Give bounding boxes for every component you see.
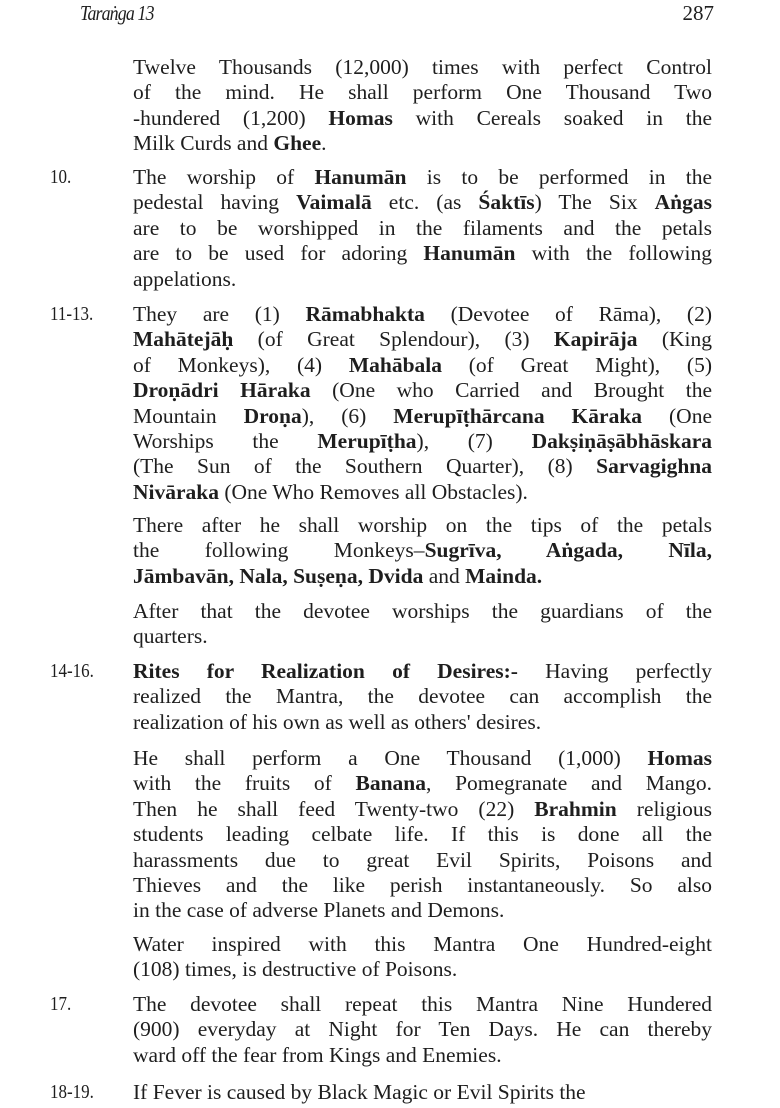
text-run: Twelve Thousands (12,000) times with perfect Control bbox=[133, 55, 712, 79]
text-line bbox=[133, 378, 712, 403]
text-line bbox=[133, 353, 712, 378]
text-run: , Pomegranate and Mango. bbox=[426, 771, 712, 796]
bold-term: Śaktīs bbox=[478, 190, 535, 215]
text-run: of the mind. He shall perform One Thousand Two bbox=[133, 80, 712, 105]
bold-term: Merupīṭha bbox=[317, 428, 417, 453]
text-line bbox=[133, 848, 712, 873]
text-run: (One bbox=[642, 403, 713, 428]
bold-term: Droṇādri Hāraka bbox=[133, 378, 311, 403]
text-line bbox=[133, 404, 712, 429]
text-line bbox=[133, 710, 712, 735]
text-line bbox=[133, 55, 712, 80]
bold-term: Homas bbox=[328, 105, 393, 130]
text-line bbox=[133, 80, 712, 105]
text-line bbox=[133, 302, 712, 327]
text-run: (of Great Might), (5) bbox=[442, 352, 713, 377]
verse-number: 10. bbox=[50, 166, 72, 188]
text-run: are to be worshipped in the filaments and the petals bbox=[133, 215, 712, 240]
text-run: Mountain bbox=[133, 403, 244, 428]
paragraph bbox=[50, 992, 712, 1068]
text-run: pedestal having bbox=[133, 190, 297, 215]
text-run: (108) times, is destructive of Poisons. bbox=[133, 957, 458, 982]
bold-term: Ghee bbox=[273, 131, 322, 156]
bold-term: Merupīṭhārcana Kāraka bbox=[393, 403, 643, 428]
text-line bbox=[133, 564, 712, 589]
text-run: realized the Mantra, the devotee can accomplish the bbox=[133, 684, 712, 709]
bold-term: Banana bbox=[355, 771, 427, 796]
text-line bbox=[133, 538, 712, 563]
text-run: ), (7) bbox=[416, 428, 532, 453]
text-line bbox=[133, 932, 712, 957]
page-number: 287 bbox=[682, 1, 714, 25]
text-line bbox=[133, 599, 712, 624]
text-line bbox=[133, 1080, 712, 1105]
text-line bbox=[133, 746, 712, 771]
text-run: quarters. bbox=[133, 624, 208, 649]
paragraph bbox=[133, 746, 712, 924]
text-run: The worship of bbox=[133, 165, 315, 189]
bold-term: Hanumān bbox=[423, 241, 516, 266]
text-line bbox=[133, 797, 712, 822]
text-run: ) The Six bbox=[534, 190, 655, 215]
bold-term: Droṇa bbox=[243, 403, 302, 428]
text-line bbox=[133, 684, 712, 709]
verse-number: 14-16. bbox=[50, 660, 94, 682]
text-line bbox=[133, 165, 712, 190]
text-run: The devotee shall repeat this Mantra Nine Hundered bbox=[133, 992, 712, 1016]
text-run: Milk Curds and bbox=[133, 131, 274, 156]
bold-term: Aṅgas bbox=[654, 190, 712, 215]
text-run: (of Great Splendour), (3) bbox=[233, 327, 554, 352]
text-line bbox=[133, 480, 712, 505]
text-line bbox=[133, 216, 712, 241]
paragraph bbox=[133, 513, 712, 589]
verse-number: 17. bbox=[50, 993, 72, 1015]
text-run: students leading celbate life. If this is done all the bbox=[133, 822, 712, 847]
text-run: They are (1) bbox=[133, 302, 306, 326]
text-run: etc. (as bbox=[371, 190, 479, 215]
text-line bbox=[133, 327, 712, 352]
bold-term: Brahmin bbox=[534, 796, 617, 821]
text-line bbox=[133, 1017, 712, 1042]
bold-term: Dakṣiṇāṣābhāskara bbox=[531, 428, 712, 453]
bold-term: Nivāraka bbox=[133, 479, 219, 504]
bold-term: Rāmabhakta bbox=[305, 302, 425, 326]
bold-term: Homas bbox=[647, 746, 712, 770]
text-line bbox=[133, 659, 712, 684]
bold-term: Rites for Realization of Desires:- bbox=[133, 659, 518, 683]
bold-term: Mainda. bbox=[465, 563, 543, 588]
text-run: harassments due to great Evil Spirits, Poisons and bbox=[133, 847, 712, 872]
text-line bbox=[133, 957, 712, 982]
text-run: and bbox=[423, 563, 466, 588]
text-run: After that the devotee worships the guardians of the bbox=[133, 599, 712, 623]
bold-term: Hanumān bbox=[314, 165, 407, 189]
text-run: (The Sun of the Southern Quarter), (8) bbox=[133, 454, 597, 479]
paragraph bbox=[50, 165, 712, 292]
text-run: are to be used for adoring bbox=[133, 241, 424, 266]
text-run: (900) everyday at Night for Ten Days. He can thereby bbox=[133, 1017, 712, 1042]
text-run: appelations. bbox=[133, 266, 237, 291]
text-run: with the following bbox=[515, 241, 712, 266]
paragraph bbox=[133, 932, 712, 983]
paragraph bbox=[50, 302, 713, 505]
text-run: with the fruits of bbox=[133, 771, 356, 796]
verse-number: 11-13. bbox=[50, 303, 94, 325]
paragraph bbox=[50, 659, 712, 735]
text-run: (One Who Removes all Obstacles). bbox=[219, 479, 528, 504]
text-line bbox=[133, 454, 712, 479]
verse-number: 18-19. bbox=[50, 1081, 94, 1103]
text-run: Then he shall feed Twenty-two (22) bbox=[133, 796, 535, 821]
text-line bbox=[133, 898, 712, 923]
text-line bbox=[133, 131, 712, 156]
text-run: Having perfectly bbox=[517, 659, 712, 683]
text-run: of Monkeys), (4) bbox=[133, 352, 349, 377]
text-run: ward off the fear from Kings and Enemies. bbox=[133, 1042, 502, 1067]
bold-term: Kapirāja bbox=[553, 327, 638, 352]
paragraph bbox=[133, 599, 712, 650]
text-run: Thieves and the like perish instantaneously. So also bbox=[133, 872, 712, 897]
text-run: religious bbox=[616, 796, 712, 821]
bold-term: Sarvagighna bbox=[596, 454, 712, 479]
text-run: . bbox=[321, 131, 327, 156]
text-line bbox=[133, 241, 712, 266]
text-run: -hundered (1,200) bbox=[133, 105, 329, 130]
text-run: is to be performed in the bbox=[406, 165, 712, 189]
bold-term: Vaimalā bbox=[296, 190, 372, 215]
text-line bbox=[133, 267, 712, 292]
text-run: Water inspired with this Mantra One Hundred-eight bbox=[133, 932, 712, 956]
bold-term: Jāmbavān, Nala, Suṣeṇa, Dvida bbox=[133, 563, 424, 588]
text-line bbox=[133, 992, 712, 1017]
bold-term: Sugrīva, Aṅgada, Nīla, bbox=[424, 538, 712, 563]
text-run: Worships the bbox=[133, 428, 318, 453]
text-run: He shall perform a One Thousand (1,000) bbox=[133, 746, 648, 770]
bold-term: Mahābala bbox=[348, 352, 442, 377]
text-run: realization of his own as well as others' desires. bbox=[133, 709, 542, 734]
paragraph bbox=[50, 1080, 712, 1105]
text-run: (King bbox=[637, 327, 712, 352]
text-run: (Devotee of Rāma), (2) bbox=[424, 302, 712, 326]
text-line bbox=[133, 190, 712, 215]
text-line bbox=[133, 771, 712, 796]
text-run: (One who Carried and Brought the bbox=[310, 378, 712, 403]
text-line bbox=[133, 106, 712, 131]
text-run: If Fever is caused by Black Magic or Evil Spirits the bbox=[133, 1080, 586, 1104]
text-run: with Cereals soaked in the bbox=[392, 105, 712, 130]
running-head: Taraṅga 13 bbox=[80, 1, 154, 25]
text-line bbox=[133, 429, 712, 454]
text-run: in the case of adverse Planets and Demons. bbox=[133, 898, 505, 923]
text-line bbox=[133, 624, 712, 649]
text-line bbox=[133, 1043, 712, 1068]
text-run: ), (6) bbox=[301, 403, 394, 428]
text-run: There after he shall worship on the tips of the petals bbox=[133, 513, 712, 537]
bold-term: Mahātejāḥ bbox=[133, 327, 234, 352]
text-line bbox=[133, 873, 712, 898]
paragraph bbox=[133, 55, 712, 157]
text-run: the following Monkeys– bbox=[133, 538, 425, 563]
text-line bbox=[133, 822, 712, 847]
text-line bbox=[133, 513, 712, 538]
